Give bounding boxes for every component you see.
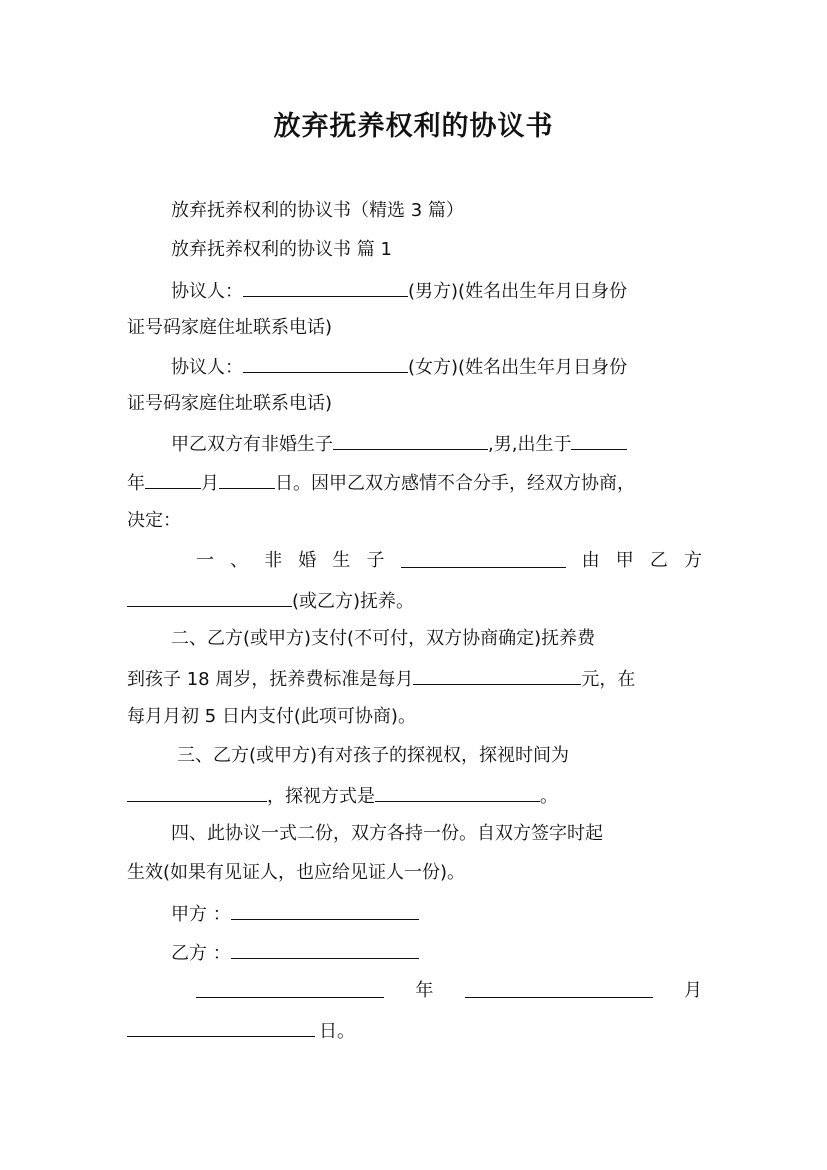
party-two-note: (女方)(姓名出生年月日身份 xyxy=(408,357,628,378)
item-two-line: 二、乙方(或甲方)支付(不可付，双方协商确定)抚养费 xyxy=(171,628,596,649)
birth-month-blank[interactable] xyxy=(145,470,201,489)
party-b-label: 乙方 ： xyxy=(171,943,231,964)
child-name-blank[interactable] xyxy=(333,431,488,450)
party-one-note-cont: 证号码家庭住址联系电话) xyxy=(127,317,333,338)
party-two-label: 协议人： xyxy=(171,357,243,378)
date-day-line xyxy=(127,1018,702,1044)
monthly-amount-blank[interactable] xyxy=(413,666,581,685)
party-one-name-blank[interactable] xyxy=(243,278,408,297)
item-one-party-blank[interactable] xyxy=(127,588,292,607)
visit-time-blank[interactable] xyxy=(127,783,267,802)
party-a-label: 甲方 ： xyxy=(171,904,231,925)
document-title: 放弃抚养权利的协议书 xyxy=(273,111,554,142)
item-three-line: 三、乙方(或甲方)有对孩子的探视权，探视时间为 xyxy=(177,745,570,766)
item-one-char: 一 xyxy=(196,550,214,571)
party-two-note-cont: 证号码家庭住址联系电话) xyxy=(127,393,333,414)
party-one-note: (男方)(姓名出生年月日身份 xyxy=(408,281,628,302)
item-one-char: 乙 xyxy=(649,550,668,571)
child-gender-text: ,男,出生于 xyxy=(488,434,572,455)
birth-date-rest: 日。因甲乙双方感情不合分手，经双方协商， xyxy=(275,473,635,494)
date-year-blank[interactable] xyxy=(196,979,384,998)
party-b-signature-blank[interactable] xyxy=(231,940,419,959)
party-two-line xyxy=(171,354,702,380)
item-three-cont xyxy=(127,783,702,809)
item-two-cont: 每月月初 5 日内支付(此项可协商)。 xyxy=(127,706,416,727)
date-month-label: 月 xyxy=(683,980,702,1001)
party-a-signature-blank[interactable] xyxy=(231,901,419,920)
item-one-child-blank[interactable] xyxy=(401,549,566,568)
month-label: 月 xyxy=(201,473,219,494)
item-one-char: 方 xyxy=(683,550,702,571)
birth-day-blank[interactable] xyxy=(219,470,275,489)
item-one-char: 、 xyxy=(230,550,249,571)
item-two-amount-line xyxy=(127,666,702,692)
date-day-label: 日。 xyxy=(319,1021,355,1042)
item-one-line xyxy=(196,549,702,573)
item-one-char: 由 xyxy=(581,550,600,571)
part-heading: 放弃抚养权利的协议书 篇 1 xyxy=(171,239,392,260)
party-one-label: 协议人： xyxy=(171,281,243,302)
item-one-cont xyxy=(127,588,702,614)
item-one-char: 非 xyxy=(264,550,283,571)
item-two-unit: 元，在 xyxy=(581,669,636,690)
birth-date-line xyxy=(127,470,702,496)
item-one-char: 生 xyxy=(332,550,351,571)
item-one-rest: (或乙方)抚养。 xyxy=(292,591,415,612)
sign-party-a xyxy=(171,901,702,927)
child-line xyxy=(171,431,702,457)
item-four-line: 四、此协议一式二份，双方各持一份。自双方签字时起 xyxy=(171,823,603,844)
subtitle-line: 放弃抚养权利的协议书（精选 3 篇） xyxy=(171,200,464,221)
party-one-line xyxy=(171,278,702,304)
party-two-name-blank[interactable] xyxy=(243,354,408,373)
item-three-end: 。 xyxy=(540,786,558,807)
item-one-char: 婚 xyxy=(298,550,317,571)
item-four-cont: 生效(如果有见证人，也应给见证人一份)。 xyxy=(127,862,466,883)
child-text: 甲乙双方有非婚生子 xyxy=(171,434,333,455)
birth-year-blank-a[interactable] xyxy=(571,431,627,450)
visit-method-blank[interactable] xyxy=(375,783,540,802)
item-two-text: 到孩子 18 周岁，抚养费标准是每月 xyxy=(127,669,414,690)
item-one-char: 子 xyxy=(366,550,385,571)
date-month-blank[interactable] xyxy=(465,979,653,998)
date-year-label: 年 xyxy=(415,980,434,1001)
item-one-char: 甲 xyxy=(615,550,634,571)
year-label: 年 xyxy=(127,473,145,494)
sign-party-b xyxy=(171,940,702,966)
date-line xyxy=(196,979,702,1003)
date-day-blank[interactable] xyxy=(127,1018,315,1037)
visit-method-label: ，探视方式是 xyxy=(267,786,375,807)
decision-line: 决定： xyxy=(127,510,181,531)
